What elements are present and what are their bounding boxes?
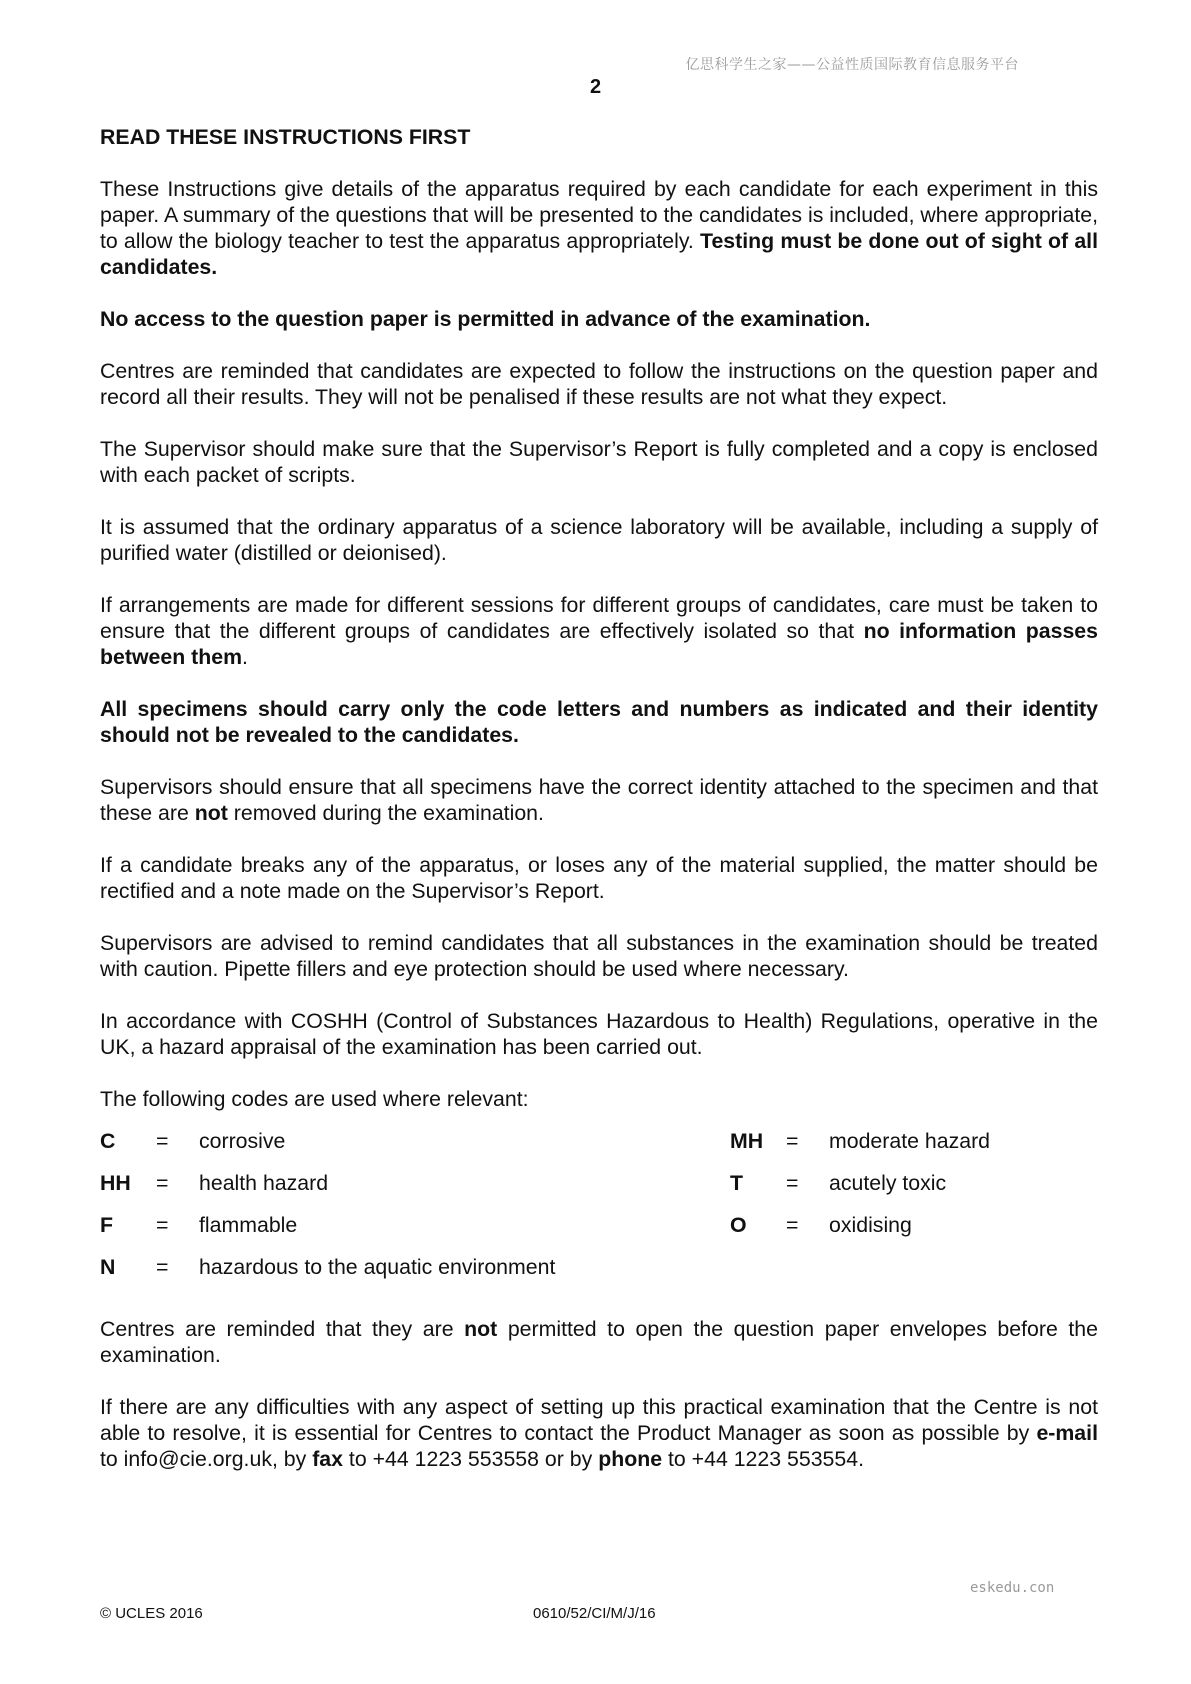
code-description: hazardous to the aquatic environment bbox=[199, 1255, 556, 1279]
code-letter: MH bbox=[730, 1129, 764, 1153]
hazard-codes-list bbox=[100, 1128, 1098, 1296]
code-equals: = bbox=[786, 1213, 799, 1237]
code-letter: N bbox=[100, 1255, 116, 1279]
paragraph-text: to info@cie.org.uk, by bbox=[100, 1447, 313, 1471]
watermark-bottom: eskedu.con bbox=[970, 1580, 1055, 1596]
instructions-heading: READ THESE INSTRUCTIONS FIRST bbox=[100, 125, 471, 149]
paragraph-ordinary-apparatus: It is assumed that the ordinary apparatus of a science laboratory will be available, including a supply of purified water (distilled or deionised). bbox=[100, 515, 1098, 565]
hazard-code-row bbox=[730, 1128, 1191, 1154]
paragraph-text: Centres are reminded that they are bbox=[100, 1317, 465, 1341]
watermark-top: 亿思科学生之家——公益性质国际教育信息服务平台 bbox=[685, 57, 1019, 73]
paragraph-text: Supervisors should ensure that all specimens have the correct identity attached to the specimen and that these are bbox=[100, 775, 1098, 825]
paragraph-specimens-code: All specimens should carry only the code letters and numbers as indicated and their identity should not be revealed to the candidates. bbox=[100, 697, 1098, 747]
bold-text: phone bbox=[598, 1447, 663, 1471]
paragraph-contact bbox=[100, 1394, 1098, 1472]
page-number: 2 bbox=[589, 76, 602, 98]
paragraph-text: These Instructions give details of the apparatus required by each candidate for each experiment in this paper. A summary of the questions that will be presented to the candidates is included, where appropriate, to allow the biology teacher to test the apparatus appropriately. bbox=[100, 177, 1099, 253]
hazard-code-row bbox=[100, 1128, 600, 1154]
hazard-code-row bbox=[730, 1170, 1191, 1196]
paragraph-caution: Supervisors are advised to remind candidates that all substances in the examination should be treated with caution. Pipette fillers and eye protection should be used where necessary. bbox=[100, 931, 1098, 981]
paragraph-no-access: No access to the question paper is permitted in advance of the examination. bbox=[100, 307, 871, 331]
paragraph-supervisor-report: The Supervisor should make sure that the Supervisor’s Report is fully completed and a copy is enclosed with each packet of scripts. bbox=[100, 437, 1098, 487]
paragraph-sessions bbox=[100, 592, 1098, 670]
paragraph-text: to +44 1223 553558 or by bbox=[343, 1447, 599, 1471]
code-equals: = bbox=[786, 1129, 799, 1153]
code-description: acutely toxic bbox=[829, 1171, 947, 1195]
code-description: oxidising bbox=[829, 1213, 912, 1237]
code-equals: = bbox=[156, 1255, 169, 1279]
code-equals: = bbox=[156, 1171, 169, 1195]
paragraph-text: If arrangements are made for different sessions for different groups of candidates, care must be taken to ensure that the different groups of candidates are effectively isolated so that bbox=[100, 593, 1098, 643]
code-equals: = bbox=[786, 1171, 799, 1195]
paragraph-candidates-instructions: Centres are reminded that candidates are expected to follow the instructions on the question paper and record all their results. They will not be penalised if these results are not what they expect. bbox=[100, 359, 1098, 409]
paragraph-apparatus bbox=[100, 176, 1098, 280]
paragraph-coshh: In accordance with COSHH (Control of Substances Hazardous to Health) Regulations, operative in the UK, a hazard appraisal of the examination has been carried out. bbox=[100, 1009, 1098, 1059]
code-equals: = bbox=[156, 1213, 169, 1237]
bold-text: e-mail bbox=[1036, 1421, 1098, 1445]
bold-text: not bbox=[464, 1317, 498, 1341]
paragraph-text: If there are any difficulties with any aspect of setting up this practical examination that the Centre is not able to resolve, it is essential for Centres to contact the Product Manager as soon as possible by bbox=[100, 1395, 1098, 1445]
code-letter: F bbox=[100, 1213, 114, 1237]
code-letter: O bbox=[730, 1213, 747, 1237]
hazard-code-row bbox=[100, 1212, 600, 1238]
code-equals: = bbox=[156, 1129, 169, 1153]
paragraph-envelopes bbox=[100, 1316, 1098, 1368]
paragraph-text: . bbox=[242, 645, 248, 669]
paragraph-text: removed during the examination. bbox=[227, 801, 544, 825]
code-letter: HH bbox=[100, 1171, 131, 1195]
code-letter: C bbox=[100, 1129, 116, 1153]
codes-intro: The following codes are used where relevant: bbox=[100, 1087, 529, 1111]
paragraph-specimen-identity bbox=[100, 774, 1098, 826]
hazard-code-row bbox=[100, 1254, 600, 1280]
code-letter: T bbox=[730, 1171, 744, 1195]
bold-text: Testing must be done out of sight of all candidates. bbox=[100, 229, 1098, 279]
paragraph-text: permitted to open the question paper envelopes before the examination. bbox=[100, 1317, 1098, 1367]
paragraph-breakages: If a candidate breaks any of the apparatus, or loses any of the material supplied, the matter should be rectified and a note made on the Supervisor’s Report. bbox=[100, 853, 1098, 903]
bold-text: not bbox=[194, 801, 228, 825]
bold-text: no information passes between them bbox=[100, 619, 1098, 669]
code-description: moderate hazard bbox=[829, 1129, 991, 1153]
bold-text: fax bbox=[312, 1447, 343, 1471]
code-description: flammable bbox=[199, 1213, 298, 1237]
paragraph-text: to +44 1223 553554. bbox=[662, 1447, 864, 1471]
hazard-code-row bbox=[100, 1170, 600, 1196]
code-description: health hazard bbox=[199, 1171, 329, 1195]
hazard-code-row bbox=[730, 1212, 1191, 1238]
footer-copyright: © UCLES 2016 bbox=[100, 1605, 203, 1622]
document-body bbox=[100, 124, 1098, 1498]
footer-paper-code: 0610/52/CI/M/J/16 bbox=[533, 1605, 656, 1622]
code-description: corrosive bbox=[199, 1129, 286, 1153]
